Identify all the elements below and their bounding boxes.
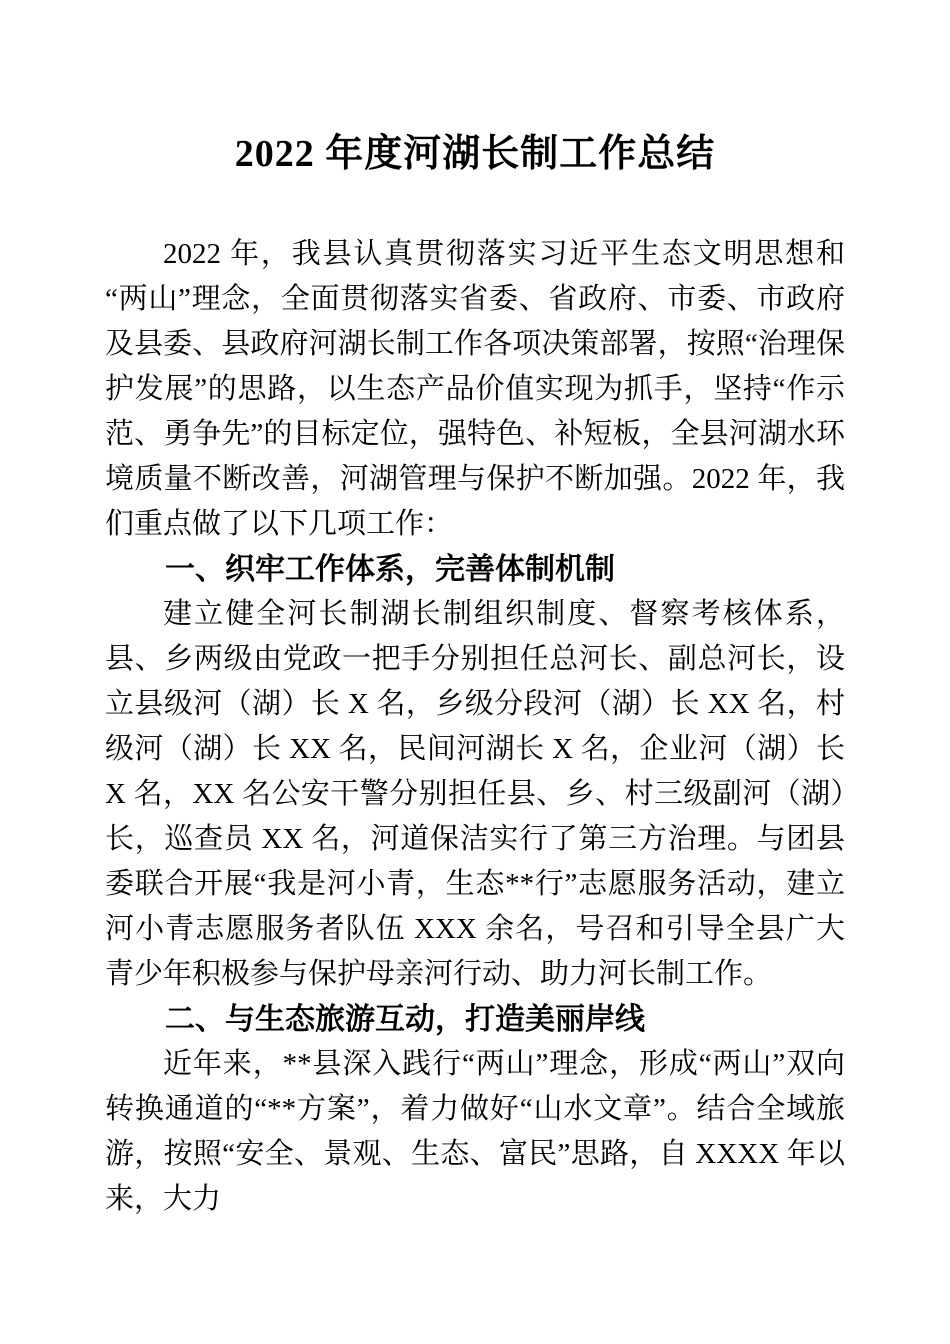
paragraph-section-1: 建立健全河长制湖长制组织制度、督察考核体系，县、乡两级由党政一把手分别担任总河长、副总河长，设立县级河（湖）长 X 名，乡级分段河（湖）长 XX 名，村级河（湖）长 XX 名，民间河湖长 X 名，企业河（湖）长 X 名，XX 名公安干警分别担任县、乡、村三级副河（湖）长，巡查员 XX 名，河道保洁实行了第三方治理。与团县委联合开展“我是河小青，生态**行”志愿服务活动，建立河小青志愿服务者队伍 XXX 余名，号召和引导全县广大青少年积极参与保护母亲河行动、助力河长制工作。	[105, 598, 845, 990]
section-heading-1: 一、织牢工作体系，完善体制机制	[165, 553, 615, 586]
section-heading-2: 二、与生态旅游互动，打造美丽岸线	[165, 1003, 645, 1036]
paragraph-section-2: 近年来，**县深入践行“两山”理念，形成“两山”双向转换通道的“**方案”，着力做好“山水文章”。结合全域旅游，按照“安全、景观、生态、富民”思路，自 XXXX 年以来，大力	[105, 1048, 845, 1215]
document-title: 2022 年度河湖长制工作总结	[234, 133, 716, 175]
paragraph-intro: 2022 年，我县认真贯彻落实习近平生态文明思想和“两山”理念，全面贯彻落实省委、省政府、市委、市政府及县委、县政府河湖长制工作各项决策部署，按照“治理保护发展”的思路，以生态产品价值实现为抓手，坚持“作示范、勇争先”的目标定位，强特色、补短板，全县河湖水环境质量不断改善，河湖管理与保护不断加强。2022 年，我们重点做了以下几项工作：	[105, 238, 845, 540]
document-body	[105, 232, 845, 1222]
